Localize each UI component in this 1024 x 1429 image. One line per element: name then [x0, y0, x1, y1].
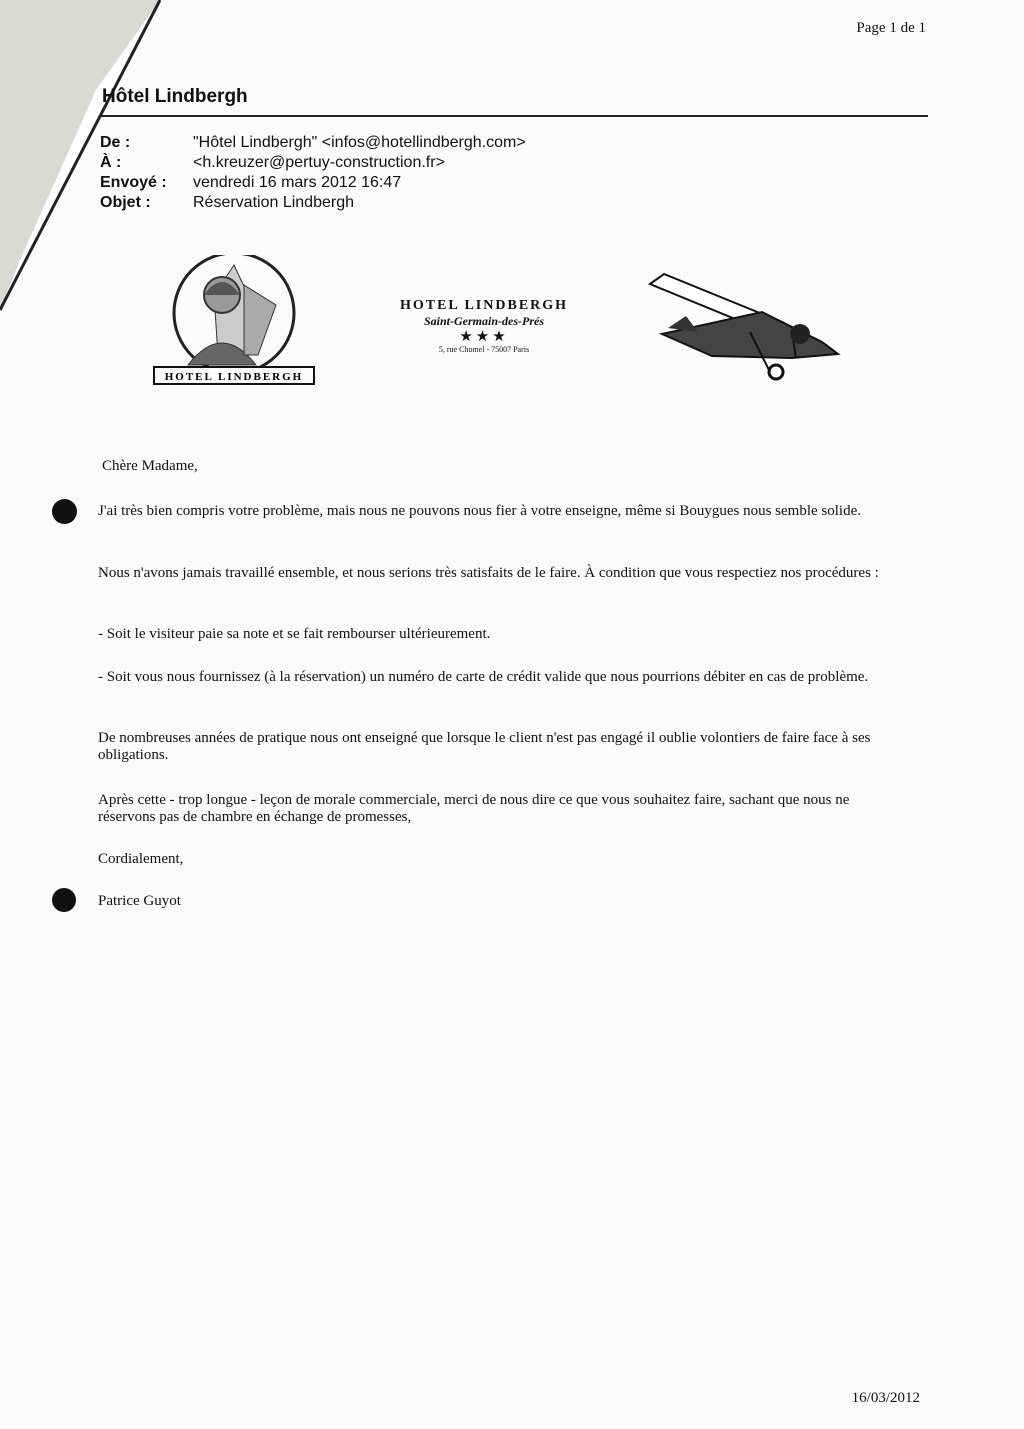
punch-hole	[52, 499, 77, 524]
page-number: Page 1 de 1	[856, 20, 926, 36]
hotel-stars: ★★★	[459, 329, 509, 345]
header-value: Réservation Lindbergh	[193, 194, 354, 211]
logo-text: HOTEL LINDBERGH	[164, 371, 304, 383]
email-title: Hôtel Lindbergh	[102, 86, 248, 107]
airplane-illustration	[642, 262, 842, 382]
hotel-logo-portrait	[148, 255, 320, 391]
greeting: Chère Madame,	[102, 458, 198, 474]
header-value: "Hôtel Lindbergh" <infos@hotellindbergh.com>	[193, 134, 526, 151]
paragraph: - Soit le visiteur paie sa note et se fait rembourser ultérieurement.	[98, 626, 491, 642]
paragraph: De nombreuses années de pratique nous ont enseigné que lorsque le client n'est pas engagé il oublie volontiers de faire face à ses obligations.	[98, 730, 871, 763]
header-sent	[100, 173, 526, 193]
hotel-address: 5, rue Chomel - 75007 Paris	[438, 345, 530, 354]
header-value: vendredi 16 mars 2012 16:47	[193, 174, 402, 191]
hotel-name: HOTEL LINDBERGH	[399, 298, 569, 313]
page-fold-corner	[0, 0, 170, 440]
header-to	[100, 153, 526, 173]
header-label: Envoyé :	[100, 174, 167, 191]
header-from	[100, 133, 526, 153]
paragraph: Nous n'avons jamais travaillé ensemble, et nous serions très satisfaits de le faire. À condition que vous respectiez nos procédures :	[98, 565, 879, 581]
header-label: À :	[100, 154, 122, 171]
header-subject	[100, 193, 526, 213]
letterhead-block	[384, 298, 584, 354]
punch-hole	[52, 888, 76, 912]
closing: Cordialement,	[98, 851, 184, 867]
title-divider	[100, 115, 928, 117]
header-label: Objet :	[100, 194, 151, 211]
paragraph: Après cette - trop longue - leçon de morale commerciale, merci de nous dire ce que vous souhaitez faire, sachant que nous ne réservons pas de chambre en échange de promesses,	[98, 792, 850, 825]
header-label: De :	[100, 134, 131, 151]
signature: Patrice Guyot	[98, 893, 181, 909]
header-value: <h.kreuzer@pertuy-construction.fr>	[193, 154, 445, 171]
paragraph: - Soit vous nous fournissez (à la réservation) un numéro de carte de crédit valide que nous pourrions débiter en cas de problème.	[98, 669, 869, 685]
footer-date: 16/03/2012	[851, 1390, 920, 1406]
hotel-location: Saint-Germain-des-Prés	[424, 314, 544, 328]
email-headers	[100, 133, 526, 213]
paragraph: J'ai très bien compris votre problème, mais nous ne pouvons nous fier à votre enseigne, même si Bouygues nous semble solide.	[98, 503, 861, 519]
